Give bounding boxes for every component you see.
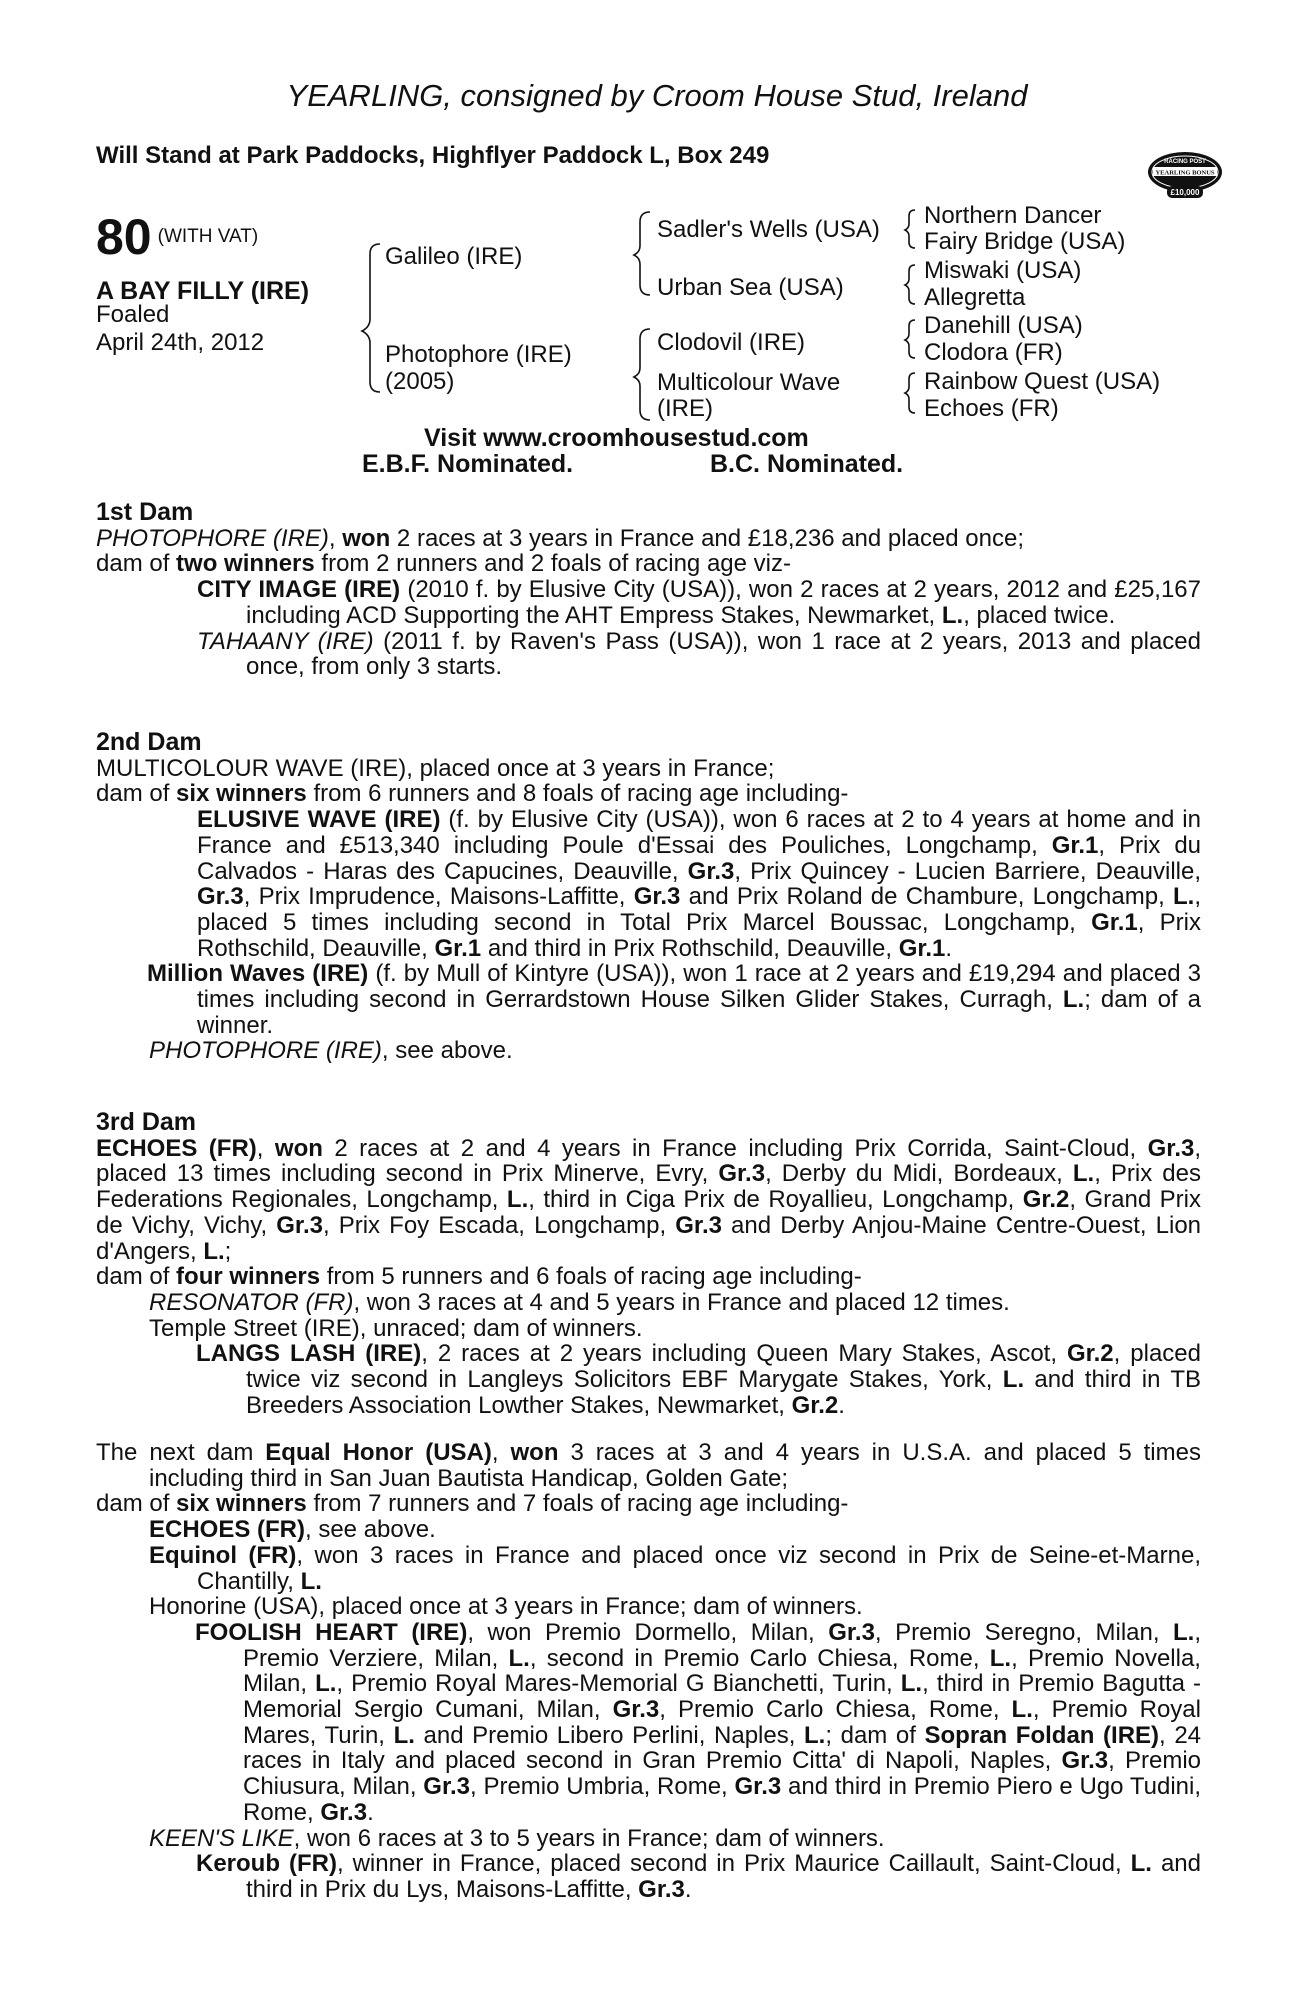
next-dam-line: The next dam Equal Honor (USA), won 3 races at 3 and 4 years in U.S.A. and placed 5 times including third in San Juan Bautista Handicap, Golden Gate; [96,1439,1201,1492]
page-title: YEARLING, consigned by Croom House Stud, Ireland [286,78,1028,113]
dam-dam: Multicolour Wave [657,369,841,396]
dam1-l2c: from 2 runners and 2 foals of racing age viz- [314,550,791,578]
city-image-grade: L. [941,601,964,629]
brace-ss [905,210,915,248]
sire-dam-sire: Miswaki (USA) [924,257,1082,284]
stand-location: Will Stand at Park Paddocks, Highflyer Paddock L, Box 249 [96,142,770,169]
sire-sire-sire: Northern Dancer [924,202,1102,229]
dam2-l2c: from 6 runners and 8 foals of racing age including- [306,780,849,808]
progeny-equinol: Equinol (FR), won 3 races in France and placed once viz second in Prix de Seine-et-Marne, Chantilly, L. [149,1541,1201,1595]
foaled-label: Foaled [96,301,170,328]
horse-name: A BAY FILLY (IRE) [96,277,310,305]
bc-nominated: B.C. Nominated. [710,450,904,478]
next-dam-produce: dam of six winners from 7 runners and 7 foals of racing age including- [96,1490,849,1518]
progeny-keroub: Keroub (FR), winner in France, placed second in Prix Maurice Caillault, Saint-Cloud, L. and third in Prix du Lys, Maisons-Laffitte, Gr.3. [196,1850,1201,1903]
dam1-won: won [342,524,391,552]
progeny-elusive-wave: ELUSIVE WAVE (IRE) (f. by Elusive City (USA)), won 6 races at 2 to 4 years at home and in France and £513,340 including Poule d'Essai des Pouliches, Longchamp, Gr.1, Prix du Calvados - Haras des Capucines, Deauville, Gr.3, Prix Quincey - Lucien Barriere, Deauville, Gr.3, Prix Imprudence, Maisons-Laffitte, Gr.3 and Prix Roland de Chambure, Longchamp, L., placed 5 times including second in Total Prix Marcel Boussac, Longchamp, Gr.1, Prix Rothschild, Deauville, Gr.1 and third in Prix Rothschild, Deauville, Gr.1. [197,806,1202,962]
dam1-line1: PHOTOPHORE (IRE), won 2 races at 3 years in France and £18,236 and placed once; [96,524,1025,552]
website-link[interactable]: Visit www.croomhousestud.com [424,424,809,452]
foolish-heart-name: FOOLISH HEART (IRE) [195,1618,468,1646]
dam-dam-dam: Echoes (FR) [924,395,1059,422]
resonator-name: RESONATOR (FR) [149,1288,354,1316]
sire-name: Galileo (IRE) [385,243,523,270]
dam-sire: Clodovil (IRE) [657,329,806,356]
dam3-produce: dam of four winners from 5 runners and 6 foals of racing age including- [96,1263,862,1291]
langs-lash-name: LANGS LASH (IRE) [196,1340,422,1368]
dam-name: Photophore (IRE) [385,341,572,368]
echoes-name: ECHOES (FR) [96,1134,257,1162]
dam-sire-sire: Danehill (USA) [924,312,1083,339]
equinol-name: Equinol (FR) [149,1541,297,1569]
tahaany-text: (2011 f. by Raven's Pass (USA)), won 1 race at 2 years, 2013 and placed once, from only 3 starts. [246,627,1201,681]
sire-sire-dam: Fairy Bridge (USA) [924,228,1126,255]
progeny-photophore: PHOTOPHORE (IRE), see above. [149,1037,513,1065]
badge-mid-text: YEARLING BONUS [1155,169,1215,177]
dam1-l2a: dam of [96,550,177,578]
dam-dam-2: (IRE) [657,395,713,422]
keroub-name: Keroub (FR) [196,1850,337,1878]
badge-top-text: RACING POST [1164,159,1206,165]
section-3rd-dam [96,1110,1201,1418]
section-2nd-dam [96,730,1201,1064]
dam2-line1: MULTICOLOUR WAVE (IRE), placed once at 3 years in France; [96,754,775,782]
city-image-text: (2010 f. by Elusive City (USA)), won 2 races at 2 years, 2012 and £25,167 including ACD Supporting the AHT Empress Stakes, Newmarket, [246,576,1202,629]
dam2-l2b: six winners [176,780,307,808]
badge-amount: £10,000 [1170,188,1200,197]
heading-1st-dam: 1st Dam [96,498,194,526]
dam1-rest: 2 races at 3 years in France and £18,236 and placed once; [390,524,1025,552]
dam-sire-dam: Clodora (FR) [924,339,1063,366]
echoes-ref-name: ECHOES (FR) [149,1516,305,1544]
dam-dam-sire: Rainbow Quest (USA) [924,368,1161,395]
city-image-name: CITY IMAGE (IRE) [197,576,401,604]
progeny-tahaany [96,629,1201,680]
sire-dam: Urban Sea (USA) [657,274,844,301]
brace-dd [905,373,915,413]
dam1-line2 [96,551,1201,577]
dam1-l2b: two winners [176,550,315,578]
progeny-city-image [96,577,1201,628]
lot-number: 80 [96,209,152,265]
progeny-million-waves: Million Waves (IRE) (f. by Mull of Kintyre (USA)), won 1 race at 2 years and £19,294 and placed 3 times including second in Gerrardstown House Silken Glider Stakes, Curragh, L.; dam of a winner. [147,960,1202,1039]
brace-sire-dam [362,244,380,392]
dam2-line2 [96,781,1201,807]
brace-sd [905,265,915,304]
elusive-wave-name: ELUSIVE WAVE (IRE) [197,806,441,834]
dam1-name: PHOTOPHORE (IRE) [96,524,329,552]
foaled-date: April 24th, 2012 [96,329,265,356]
city-image-text-2: , placed twice. [963,601,1116,629]
heading-3rd-dam: 3rd Dam [96,1108,197,1136]
brace-dam [634,329,650,420]
progeny-keens-like: KEEN'S LIKE, won 6 races at 3 to 5 years in France; dam of winners. [149,1824,885,1852]
photophore-name: PHOTOPHORE (IRE) [149,1037,382,1065]
heading-2nd-dam: 2nd Dam [96,728,202,756]
brace-ds [905,320,915,358]
sire-dam-dam: Allegretta [924,284,1026,311]
section-1st-dam [96,500,1201,680]
million-waves-name: Million Waves (IRE) [147,960,369,988]
sopran-foldan-name: Sopran Foldan (IRE) [924,1721,1160,1749]
progeny-honorine: Honorine (USA), placed once at 3 years in France; dam of winners. [149,1593,863,1621]
brace-sire [634,212,650,295]
progeny-foolish-heart: FOOLISH HEART (IRE), won Premio Dormello, Milan, Gr.3, Premio Seregno, Milan, L., Premio Verziere, Milan, L., second in Premio Carlo Chiesa, Rome, L., Premio Novella, Milan, L., Premio Royal Mares-Memorial G Bianchetti, Turin, L., third in Premio Bagutta - Memorial Sergio Cumani, Milan, Gr.3, Premio Carlo Chiesa, Rome, L., Premio Royal Mares, Turin, L. and Premio Libero Perlini, Naples, L.; dam of Sopran Foldan (IRE), 24 races in Italy and placed second in Gran Premio Citta' di Napoli, Naples, Gr.3, Premio Chiusura, Milan, Gr.3, Premio Umbria, Rome, Gr.3 and third in Premio Piero e Ugo Tudini, Rome, Gr.3. [195,1618,1202,1826]
sire-sire: Sadler's Wells (USA) [657,216,880,243]
equal-honor-name: Equal Honor (USA) [265,1439,492,1466]
dam2-l2a: dam of [96,780,177,808]
tahaany-name: TAHAANY (IRE) [197,627,374,655]
progeny-echoes: ECHOES (FR), see above. [149,1516,436,1544]
keens-like-name: KEEN'S LIKE [149,1824,294,1852]
lot-vat: (WITH VAT) [157,226,259,247]
dam-year: (2005) [385,368,455,395]
progeny-temple-street: Temple Street (IRE), unraced; dam of winners. [149,1314,643,1342]
ebf-nominated: E.B.F. Nominated. [362,450,574,478]
section-next-dam [96,1440,1201,1903]
progeny-langs-lash: LANGS LASH (IRE), 2 races at 2 years including Queen Mary Stakes, Ascot, Gr.2, placed twice viz second in Langleys Solicitors EBF Marygate Stakes, York, L. and third in TB Breeders Association Lowther Stakes, Newmarket, Gr.2. [196,1340,1202,1419]
progeny-resonator: RESONATOR (FR), won 3 races at 4 and 5 years in France and placed 12 times. [149,1288,1010,1316]
dam3-line1: ECHOES (FR), won 2 races at 2 and 4 years in France including Prix Corrida, Saint-Cloud, Gr.3, placed 13 times including second in Prix Minerve, Evry, Gr.3, Derby du Midi, Bordeaux, L., Prix des Federations Regionales, Longchamp, L., third in Ciga Prix de Royallieu, Longchamp, Gr.2, Grand Prix de Vichy, Vichy, Gr.3, Prix Foy Escada, Longchamp, Gr.3 and Derby Anjou-Maine Centre-Ouest, Lion d'Angers, L.; [96,1134,1202,1265]
